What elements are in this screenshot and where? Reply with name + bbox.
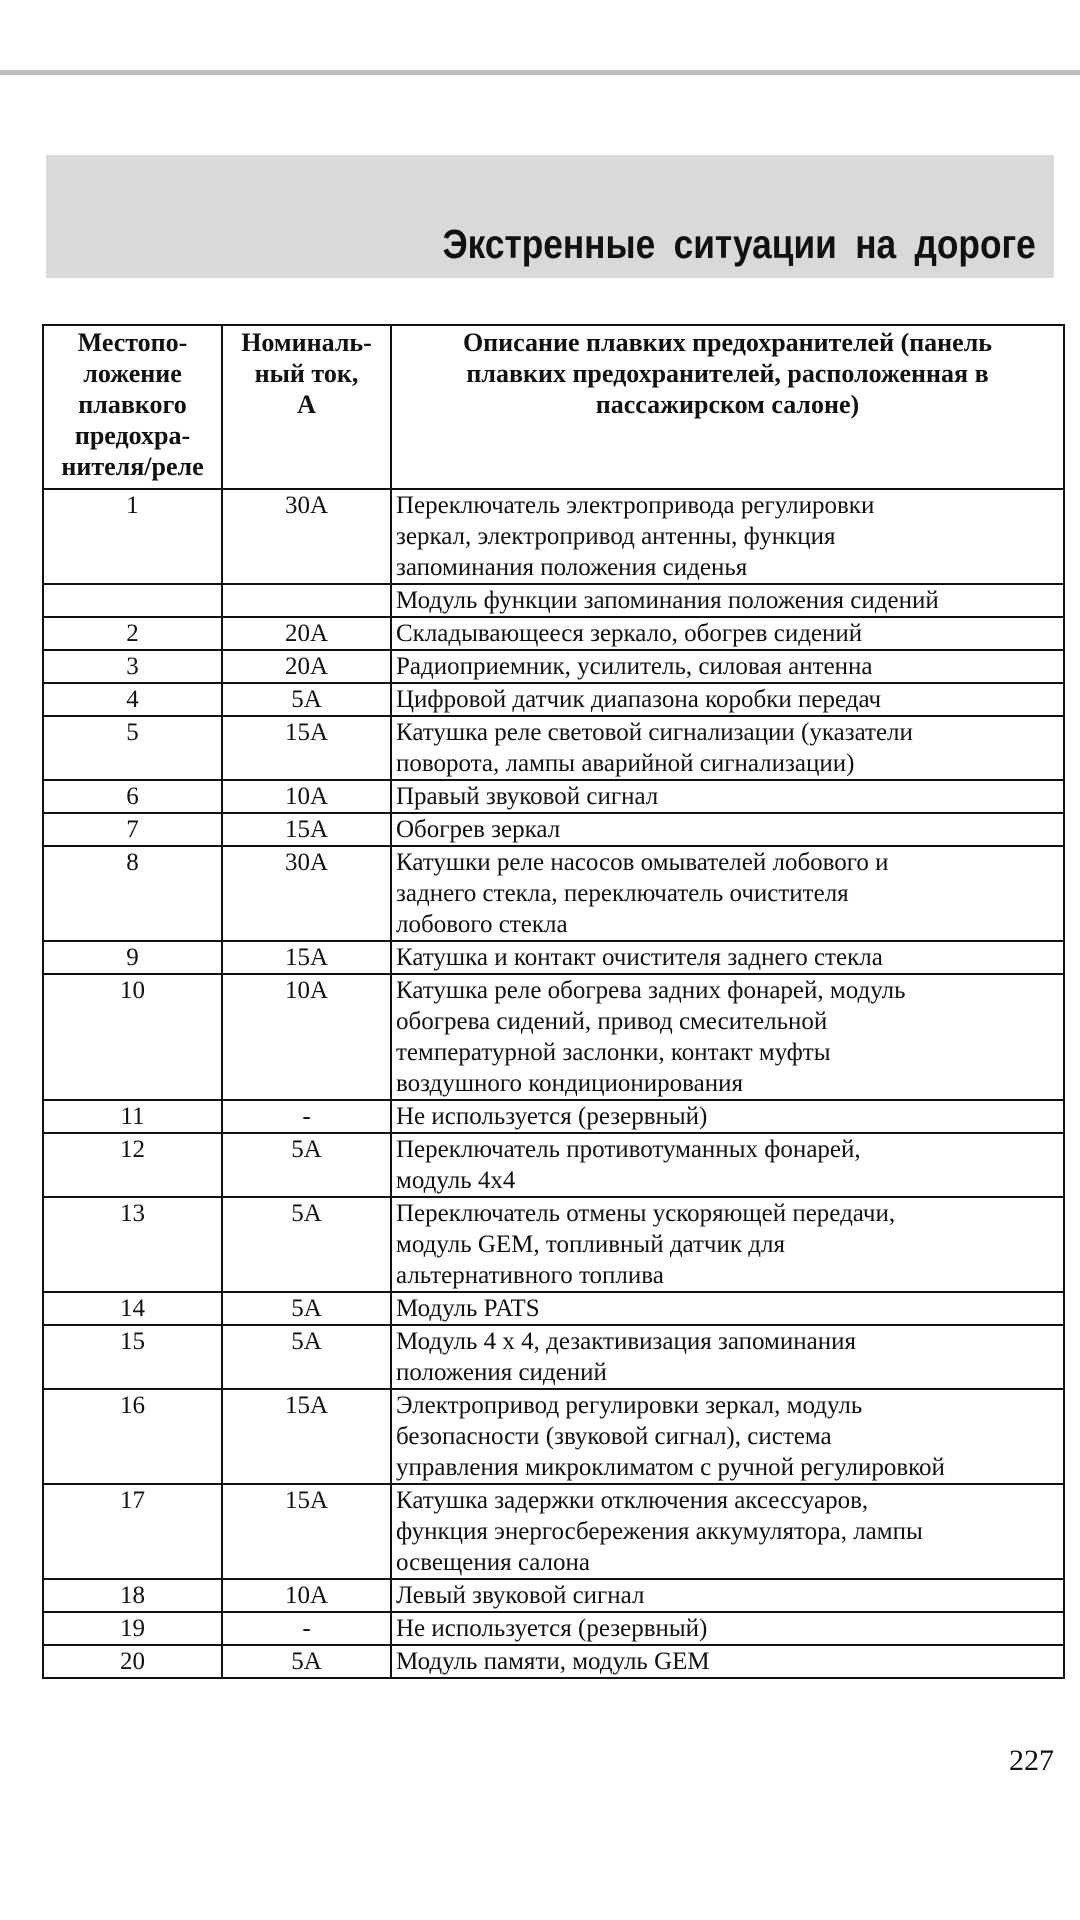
table-row — [43, 489, 1064, 584]
fuse-description-cell: Складывающееся зеркало, обогрев сидений — [391, 617, 1064, 650]
column-header-rating: Номиналь- ный ток, А — [222, 325, 391, 489]
table-row — [43, 650, 1064, 683]
fuse-number-cell: 10 — [43, 974, 222, 1100]
fuse-number-cell: 16 — [43, 1389, 222, 1484]
fuse-description-cell: Катушка реле обогрева задних фонарей, модуль обогрева сидений, привод смесительной температурной заслонки, контакт муфты воздушного кондиционирования — [391, 974, 1064, 1100]
table-row — [43, 1133, 1064, 1197]
fuse-description-cell: Переключатель противотуманных фонарей, модуль 4x4 — [391, 1133, 1064, 1197]
fuse-table — [42, 324, 1065, 1679]
fuse-number-cell: 6 — [43, 780, 222, 813]
fuse-description-cell: Модуль PATS — [391, 1292, 1064, 1325]
table-header-row — [43, 325, 1064, 489]
table-row — [43, 974, 1064, 1100]
table-row — [43, 617, 1064, 650]
fuse-number-cell: 13 — [43, 1197, 222, 1292]
fuse-rating-cell: 5А — [222, 1325, 391, 1389]
fuse-description-cell: Левый звуковой сигнал — [391, 1579, 1064, 1612]
fuse-description-cell: Модуль функции запоминания положения сидений — [391, 584, 1064, 617]
fuse-number-cell: 20 — [43, 1645, 222, 1678]
fuse-rating-cell: 15А — [222, 716, 391, 780]
fuse-number-cell: 4 — [43, 683, 222, 716]
fuse-rating-cell: 10А — [222, 974, 391, 1100]
fuse-description-cell: Катушка задержки отключения аксессуаров, функция энергосбережения аккумулятора, лампы освещения салона — [391, 1484, 1064, 1579]
fuse-number-cell: 1 — [43, 489, 222, 584]
column-header-description: Описание плавких предохранителей (панель плавких предохранителей, расположенная в пассажирском салоне) — [391, 325, 1064, 489]
fuse-number-cell: 14 — [43, 1292, 222, 1325]
fuse-description-cell: Цифровой датчик диапазона коробки передач — [391, 683, 1064, 716]
page-number: 227 — [1009, 1744, 1054, 1777]
fuse-number-cell: 17 — [43, 1484, 222, 1579]
table-row — [43, 1579, 1064, 1612]
table-row — [43, 1645, 1064, 1678]
table-row — [43, 1484, 1064, 1579]
table-row — [43, 846, 1064, 941]
fuse-rating-cell: 5А — [222, 1133, 391, 1197]
fuse-rating-cell: 5А — [222, 1645, 391, 1678]
table-row — [43, 716, 1064, 780]
fuse-rating-cell: 15А — [222, 941, 391, 974]
fuse-description-cell: Не используется (резервный) — [391, 1612, 1064, 1645]
fuse-rating-cell: 5А — [222, 683, 391, 716]
table-row — [43, 683, 1064, 716]
table-row — [43, 1612, 1064, 1645]
fuse-rating-cell: 5А — [222, 1197, 391, 1292]
fuse-rating-cell: 5А — [222, 1292, 391, 1325]
fuse-number-cell: 19 — [43, 1612, 222, 1645]
fuse-description-cell: Обогрев зеркал — [391, 813, 1064, 846]
fuse-description-cell: Модуль 4 x 4, дезактивизация запоминания положения сидений — [391, 1325, 1064, 1389]
fuse-number-cell: 3 — [43, 650, 222, 683]
fuse-description-cell: Переключатель отмены ускоряющей передачи, модуль GEM, топливный датчик для альтернативного топлива — [391, 1197, 1064, 1292]
table-row — [43, 584, 1064, 617]
fuse-description-cell: Катушка реле световой сигнализации (указатели поворота, лампы аварийной сигнализации) — [391, 716, 1064, 780]
fuse-rating-cell: 20А — [222, 617, 391, 650]
fuse-number-cell: 2 — [43, 617, 222, 650]
fuse-number-cell: 15 — [43, 1325, 222, 1389]
fuse-rating-cell: 10А — [222, 780, 391, 813]
fuse-rating-cell: - — [222, 1612, 391, 1645]
fuse-rating-cell: 20А — [222, 650, 391, 683]
table-row — [43, 1197, 1064, 1292]
fuse-rating-cell: 10А — [222, 1579, 391, 1612]
fuse-number-cell: 12 — [43, 1133, 222, 1197]
fuse-rating-cell — [222, 584, 391, 617]
fuse-description-cell: Не используется (резервный) — [391, 1100, 1064, 1133]
table-row — [43, 780, 1064, 813]
fuse-number-cell: 5 — [43, 716, 222, 780]
fuse-number-cell: 18 — [43, 1579, 222, 1612]
fuse-description-cell: Модуль памяти, модуль GEM — [391, 1645, 1064, 1678]
fuse-rating-cell: 15А — [222, 1389, 391, 1484]
fuse-number-cell: 9 — [43, 941, 222, 974]
section-title: Экстренные ситуации на дороге — [442, 221, 1036, 267]
fuse-rating-cell: 30А — [222, 846, 391, 941]
fuse-description-cell: Правый звуковой сигнал — [391, 780, 1064, 813]
fuse-number-cell: 7 — [43, 813, 222, 846]
fuse-rating-cell: 15А — [222, 1484, 391, 1579]
fuse-rating-cell: 15А — [222, 813, 391, 846]
fuse-number-cell — [43, 584, 222, 617]
fuse-description-cell: Катушки реле насосов омывателей лобового и заднего стекла, переключатель очистителя лобового стекла — [391, 846, 1064, 941]
table-row — [43, 1100, 1064, 1133]
fuse-description-cell: Электропривод регулировки зеркал, модуль безопасности (звуковой сигнал), система управления микроклиматом с ручной регулировкой — [391, 1389, 1064, 1484]
fuse-description-cell: Переключатель электропривода регулировки зеркал, электропривод антенны, функция запоминания положения сиденья — [391, 489, 1064, 584]
fuse-rating-cell: 30А — [222, 489, 391, 584]
fuse-description-cell: Радиоприемник, усилитель, силовая антенна — [391, 650, 1064, 683]
fuse-number-cell: 11 — [43, 1100, 222, 1133]
fuse-table-body — [43, 489, 1064, 1678]
table-row — [43, 1325, 1064, 1389]
table-row — [43, 813, 1064, 846]
column-header-location: Местопо- ложение плавкого предохра- нителя/реле — [43, 325, 222, 489]
table-row — [43, 1292, 1064, 1325]
table-row — [43, 1389, 1064, 1484]
fuse-number-cell: 8 — [43, 846, 222, 941]
top-rule — [0, 70, 1080, 75]
fuse-rating-cell: - — [222, 1100, 391, 1133]
table-row — [43, 941, 1064, 974]
fuse-description-cell: Катушка и контакт очистителя заднего стекла — [391, 941, 1064, 974]
section-header-band — [46, 155, 1054, 278]
